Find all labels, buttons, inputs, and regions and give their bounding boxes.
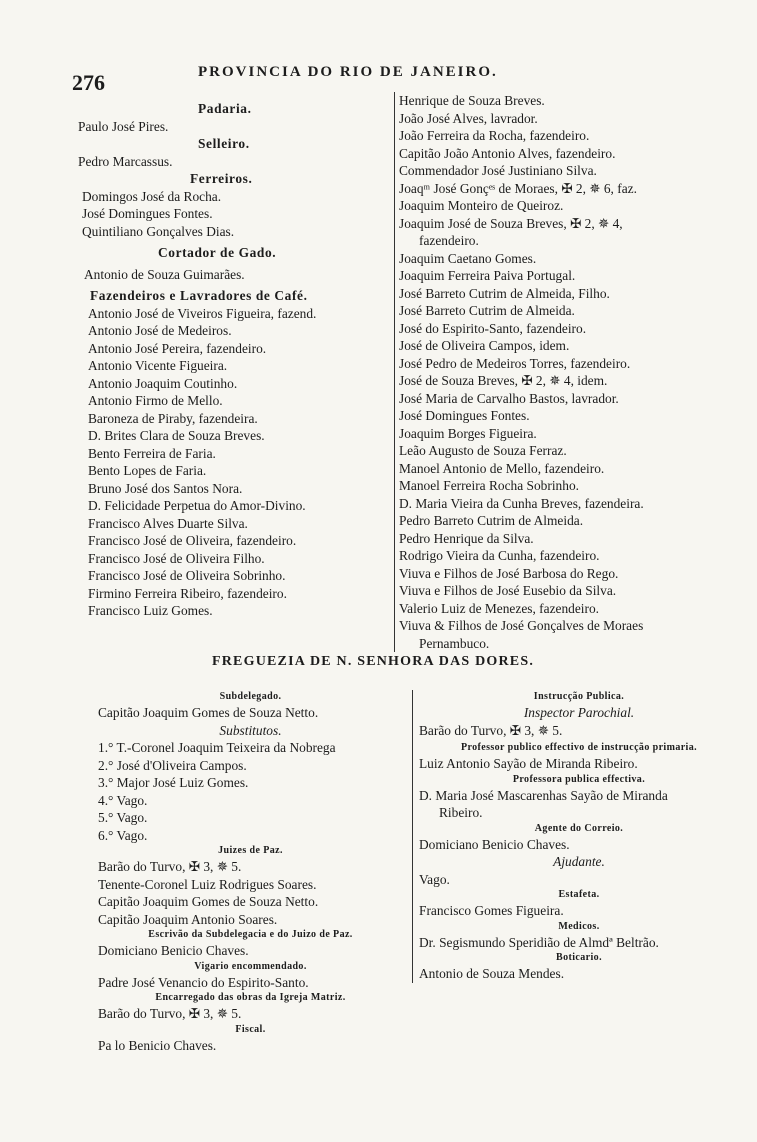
list-item: D. Felicidade Perpetua do Amor-Divino.	[88, 498, 306, 513]
list-item: Joaquim Monteiro de Queiroz.	[399, 198, 564, 213]
padaria-heading: Padaria.	[198, 101, 252, 116]
list-item: Bruno José dos Santos Nora.	[88, 480, 243, 496]
boticario-heading: Boticario.	[556, 952, 602, 963]
list-item: Valerio Luiz de Menezes, fazendeiro.	[399, 600, 600, 616]
list-item: Capitão João Antonio Alves, fazendeiro.	[399, 145, 616, 161]
list-item: Barão do Turvo, ✠ 3, ✵ 5.	[419, 722, 563, 738]
list-item: Pa lo Benicio Chaves.	[98, 1037, 217, 1053]
list-item: Henrique de Souza Breves.	[399, 93, 545, 108]
list-item: Viuva & Filhos de José Gonçalves de Moraes	[399, 618, 644, 633]
list-item: Barão do Turvo, ✠ 3, ✵ 5.	[98, 1006, 242, 1021]
obras-heading: Encarregado das obras da Igreja Matriz.	[155, 992, 346, 1003]
list-item: 2.° José d'Oliveira Campos.	[98, 757, 247, 773]
list-item: Capitão Joaquim Gomes de Souza Netto.	[98, 705, 319, 720]
list-item: D. Brites Clara de Souza Breves.	[88, 428, 265, 443]
list-item: Rodrigo Vieira da Cunha, fazendeiro.	[399, 548, 600, 563]
list-item: José Domingues Fontes.	[82, 206, 213, 221]
estafeta-heading: Estafeta.	[558, 889, 600, 900]
inspector-heading: Inspector Parochial.	[523, 705, 635, 720]
fazendeiros-heading: Fazendeiros e Lavradores de Café.	[90, 288, 308, 303]
list-item: Viuva e Filhos de José Barbosa do Rego.	[399, 565, 619, 581]
cortador-heading: Cortador de Gado.	[158, 245, 277, 260]
list-item: Francisco Gomes Figueira.	[419, 903, 564, 918]
page-number: 276	[72, 70, 105, 95]
list-item: Antonio José de Viveiros Figueira, fazend.	[88, 305, 317, 321]
list-item: Joaquim Caetano Gomes.	[399, 250, 537, 266]
list-item: Joaqᵐ José Gonçᵉˢ de Moraes, ✠ 2, ✵ 6, faz.	[399, 180, 637, 196]
list-item: Joaquim Borges Figueira.	[399, 425, 537, 441]
professora-heading: Professora publica effectiva.	[512, 773, 646, 785]
list-item: Leão Augusto de Souza Ferraz.	[399, 443, 567, 458]
ajudante-heading: Ajudante.	[553, 854, 605, 869]
instrucao-heading: Instrucção Publica.	[533, 691, 625, 702]
list-item: Antonio Firmo de Mello.	[88, 393, 223, 408]
list-item: Padre José Venancio do Espirito-Santo.	[98, 974, 309, 990]
list-item: Baroneza de Piraby, fazendeira.	[88, 410, 258, 426]
selleiro-heading: Selleiro.	[198, 136, 250, 151]
list-item: José do Espirito-Santo, fazendeiro.	[399, 320, 587, 336]
list-item: Capitão Joaquim Gomes de Souza Netto.	[98, 894, 319, 909]
substitutos-heading: Substitutos.	[219, 722, 282, 738]
list-item: Dr. Segismundo Speridião de Almdª Beltrão.	[419, 934, 659, 950]
running-title: PROVINCIA DO RIO DE JANEIRO.	[198, 64, 498, 80]
list-item: Viuva e Filhos de José Eusebio da Silva.	[399, 583, 617, 598]
list-item: Domiciano Benicio Chaves.	[419, 836, 570, 852]
list-item: Quintiliano Gonçalves Dias.	[82, 223, 235, 239]
list-item: José Barreto Cutrim de Almeida, Filho.	[399, 285, 610, 301]
list-item: Bento Ferreira de Faria.	[88, 445, 216, 461]
list-item: Antonio de Souza Guimarães.	[84, 266, 245, 282]
list-item: Luiz Antonio Sayão de Miranda Ribeiro.	[419, 756, 638, 771]
list-item: José Barreto Cutrim de Almeida.	[399, 303, 575, 318]
list-item: Manoel Ferreira Rocha Sobrinho.	[399, 478, 579, 493]
list-item: Antonio Joaquim Coutinho.	[88, 375, 238, 391]
fiscal-heading: Fiscal.	[235, 1023, 266, 1035]
list-item: Pedro Barreto Cutrim de Almeida.	[399, 513, 584, 528]
list-item: José de Souza Breves, ✠ 2, ✵ 4, idem.	[399, 373, 608, 388]
list-item: D. Maria José Mascarenhas Sayão de Miranda	[419, 787, 668, 803]
ferreiros-heading: Ferreiros.	[190, 171, 253, 186]
dores-left-column	[98, 690, 403, 1054]
professor-heading: Professor publico effectivo de instrucção primaria.	[460, 742, 698, 753]
escrivao-heading: Escrivão da Subdelegacia e do Juizo de Paz.	[148, 929, 353, 940]
list-item: 6.° Vago.	[98, 827, 148, 843]
list-item: 3.° Major José Luiz Gomes.	[98, 775, 249, 790]
list-item: José Maria de Carvalho Bastos, lavrador.	[399, 390, 619, 406]
left-column	[78, 100, 388, 620]
list-item: José Domingues Fontes.	[399, 408, 530, 423]
list-item: Domiciano Benicio Chaves.	[98, 943, 249, 958]
agente-heading: Agente do Correio.	[534, 822, 624, 834]
medicos-heading: Medicos.	[558, 920, 600, 932]
list-item: Barão do Turvo, ✠ 3, ✵ 5.	[98, 859, 242, 874]
list-item: 5.° Vago.	[98, 810, 148, 825]
list-item: Antonio Vicente Figueira.	[88, 358, 228, 373]
vigario-heading: Vigario encommendado.	[194, 960, 307, 972]
list-item: Francisco José de Oliveira Sobrinho.	[88, 568, 286, 583]
list-item: D. Maria Vieira da Cunha Breves, fazendeira.	[399, 495, 644, 511]
list-item: Antonio de Souza Mendes.	[419, 966, 565, 981]
list-item: João Ferreira da Rocha, fazendeiro.	[399, 128, 590, 143]
list-item: Francisco Luiz Gomes.	[88, 603, 213, 618]
list-item: Commendador José Justiniano Silva.	[399, 163, 597, 178]
list-item: Bento Lopes de Faria.	[88, 463, 207, 478]
juizes-heading: Juizes de Paz.	[218, 845, 283, 856]
right-column	[394, 92, 729, 652]
list-item: Antonio José de Medeiros.	[88, 323, 232, 338]
list-item: João José Alves, lavrador.	[399, 110, 538, 126]
list-item: Manoel Antonio de Mello, fazendeiro.	[399, 460, 605, 476]
list-item: Pedro Henrique da Silva.	[399, 530, 534, 546]
list-item: Joaquim José de Souza Breves, ✠ 2, ✵ 4,	[399, 215, 623, 231]
list-item: fazendeiro.	[419, 233, 479, 248]
section-title: FREGUEZIA DE N. SENHORA DAS DORES.	[212, 654, 535, 669]
list-item: Francisco José de Oliveira, fazendeiro.	[88, 533, 297, 548]
fazendeiros-list	[78, 305, 388, 620]
list-item: Vago.	[419, 871, 450, 887]
list-item: José Pedro de Medeiros Torres, fazendeiro.	[399, 355, 631, 371]
list-item: Pernambuco.	[419, 635, 490, 651]
list-item: Francisco Alves Duarte Silva.	[88, 515, 248, 531]
list-item: 1.° T.-Coronel Joaquim Teixeira da Nobrega	[98, 740, 336, 755]
list-item: Ribeiro.	[439, 805, 483, 820]
list-item: 4.° Vago.	[98, 792, 148, 808]
list-item: Paulo José Pires.	[78, 118, 169, 134]
list-item: Firmino Ferreira Ribeiro, fazendeiro.	[88, 585, 287, 601]
list-item: Tenente-Coronel Luiz Rodrigues Soares.	[98, 876, 317, 892]
list-item: Francisco José de Oliveira Filho.	[88, 550, 265, 566]
dores-right-column	[412, 690, 739, 983]
list-item: Domingos José da Rocha.	[82, 188, 222, 204]
subdelegado-heading: Subdelegado.	[219, 691, 282, 702]
list-item: Pedro Marcassus.	[78, 153, 173, 169]
list-item: Joaquim Ferreira Paiva Portugal.	[399, 268, 576, 283]
list-item: José de Oliveira Campos, idem.	[399, 338, 570, 353]
list-item: Antonio José Pereira, fazendeiro.	[88, 340, 267, 356]
list-item: Capitão Joaquim Antonio Soares.	[98, 911, 278, 927]
